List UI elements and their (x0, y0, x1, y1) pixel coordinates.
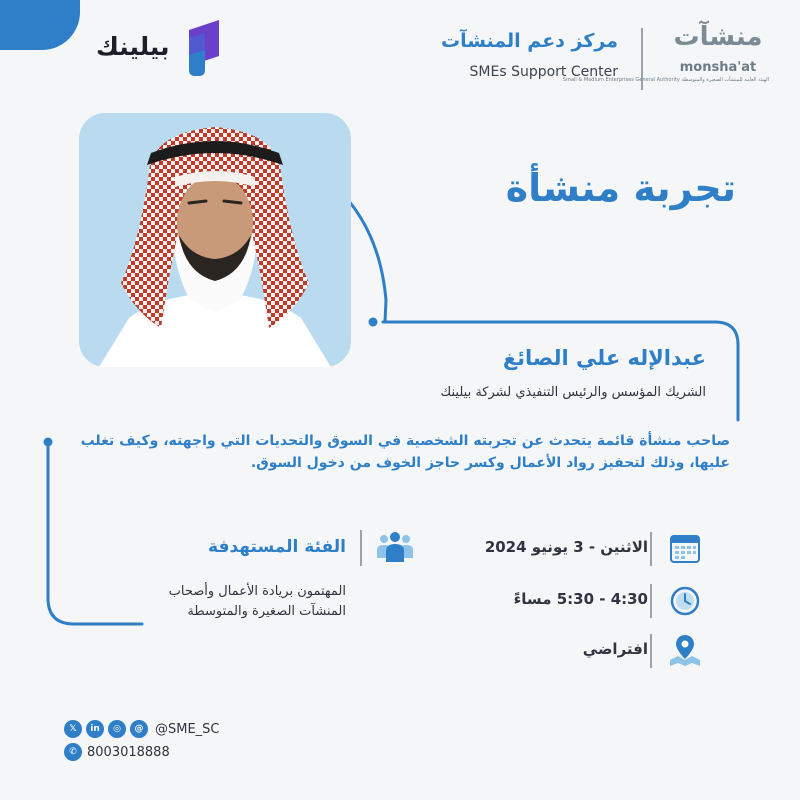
instagram-icon[interactable]: ◎ (108, 720, 126, 738)
x-twitter-icon[interactable]: 𝕏 (64, 720, 82, 738)
monshaat-logo-english: monsha'at (679, 60, 757, 75)
calendar-icon (667, 530, 703, 566)
audience-divider (360, 530, 362, 566)
monshaat-logo-subtitle: الهيئة العامة للمنشآت الصغيرة والمتوسطة Small & Medium Enterprises General Authority (562, 77, 769, 83)
date-divider (650, 532, 652, 566)
threads-icon[interactable]: @ (130, 720, 148, 738)
speaker-name: عبدالإله علي الصائغ (502, 346, 706, 370)
corner-decoration (0, 0, 80, 50)
location-divider (650, 634, 652, 668)
speaker-role: الشريك المؤسس والرئيس التنفيذي لشركة بيلينك (440, 385, 706, 400)
location-row (470, 632, 750, 672)
sme-center-english: SMEs Support Center (469, 64, 618, 80)
audience-group-icon (374, 526, 416, 568)
event-date: الاثنين - 3 يونيو 2024 (484, 538, 648, 556)
speaker-photo (79, 113, 351, 367)
social-handle[interactable]: @SME_SC (155, 721, 220, 737)
belink-logo-text: بيلينك (96, 32, 170, 61)
event-title: تجربة منشأة (505, 166, 736, 210)
phone-icon[interactable]: ✆ (64, 743, 82, 761)
audience-title: الفئة المستهدفة (208, 537, 346, 557)
phone-number[interactable]: 8003018888 (87, 744, 170, 760)
clock-icon (667, 582, 703, 618)
map-pin-icon (667, 632, 703, 668)
audience-line-2: المنشآت الصغيرة والمتوسطة (187, 604, 346, 619)
event-description: صاحب منشأة قائمة يتحدث عن تجربته الشخصية في السوق والتحديات التي واجهته، وكيف تغلب عليها، وذلك لتحفيز رواد الأعمال وكسر حاجز الخوف من دخول السوق. (80, 433, 730, 471)
event-time: 4:30 - 5:30 مساءً (513, 590, 648, 608)
date-row (470, 530, 750, 570)
event-location: افتراضي (582, 640, 648, 658)
monshaat-logo-arabic: منشآت (673, 22, 763, 52)
speaker-portrait (79, 113, 351, 367)
audience-line-1: المهتمون بريادة الأعمال وأصحاب (168, 584, 346, 599)
sme-center-arabic: مركز دعم المنشآت (440, 30, 618, 52)
phone-contact (64, 742, 170, 762)
time-row (470, 582, 750, 622)
belink-logo-icon (185, 20, 225, 76)
time-divider (650, 584, 652, 618)
social-links (64, 719, 220, 739)
linkedin-icon[interactable]: in (86, 720, 104, 738)
